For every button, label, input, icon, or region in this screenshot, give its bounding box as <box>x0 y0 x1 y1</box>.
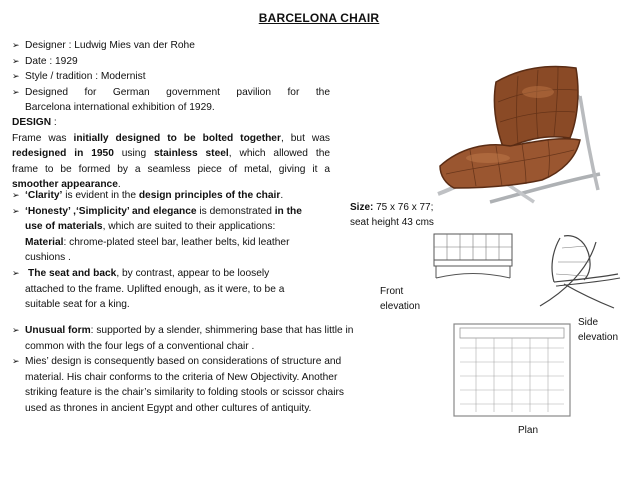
bullet-arrow-icon: ➢ <box>12 55 20 66</box>
honesty-emph: use of materials <box>25 221 103 233</box>
seat-text: suitable seat for a king. <box>25 299 130 311</box>
chair-photo <box>430 62 606 214</box>
principles-list <box>12 188 330 313</box>
clarity-text: is evident in the <box>62 190 139 201</box>
list-item <box>12 85 330 116</box>
designer-text: Designer : Ludwig Mies van der Rohe <box>25 40 195 51</box>
design-colon: : <box>51 117 57 128</box>
list-item <box>12 204 330 266</box>
unusual-text: common with the four legs of a conventional chair . <box>25 340 255 352</box>
side-elevation-caption <box>578 315 618 345</box>
seat-emph: The seat and back <box>28 267 117 279</box>
seat-text: attached to the frame. Uplifted enough, as it were, to be a <box>25 283 285 295</box>
bullet-arrow-icon: ➢ <box>12 267 20 278</box>
clarity-emph: design principles of the chair <box>138 190 281 201</box>
unusual-text: : supported by a slender, shimmering base that has little in <box>90 325 354 336</box>
date-text: Date : 1929 <box>25 55 78 67</box>
size-value: 75 x 76 x 77; <box>373 202 434 213</box>
list-item <box>12 38 330 54</box>
list-item <box>12 54 330 70</box>
designed-for-line-2: Barcelona international exhibition of 1929. <box>25 102 215 114</box>
caption-text: elevation <box>380 301 421 312</box>
bullet-arrow-icon: ➢ <box>12 190 20 200</box>
design-text: , which allowed the <box>228 148 331 160</box>
design-text: frame to be formed by a seamless piece of metal, giving it a <box>12 163 330 175</box>
size-info <box>350 200 434 230</box>
design-text: . <box>117 179 121 191</box>
list-item <box>12 354 392 416</box>
size-label: Size: <box>350 202 374 213</box>
bullet-arrow-icon: ➢ <box>12 325 20 335</box>
mies-text: Mies’ design is consequently based on considerations of structure and <box>25 356 342 368</box>
clarity-text: . <box>280 190 284 201</box>
chair-seat-cushion <box>440 139 580 188</box>
honesty-text: : chrome-plated steel bar, leather belts, kid leather <box>63 236 290 248</box>
list-item <box>12 188 330 204</box>
front-elevation-drawing <box>432 232 514 280</box>
honesty-text: , which are suited to their applications: <box>102 221 276 233</box>
bullet-arrow-icon: ➢ <box>12 356 20 367</box>
list-item <box>12 266 330 313</box>
seat-text: , by contrast, appear to be loosely <box>116 267 270 279</box>
design-text: , but was <box>280 132 330 144</box>
front-elevation-caption <box>380 284 420 314</box>
mies-text: material. His chair conforms to the criteria of New Objectivity. Another <box>25 371 338 383</box>
caption-text: Front <box>380 286 404 297</box>
honesty-emph: in the <box>274 205 302 217</box>
mies-text: used as thrones in ancient Egypt and other cultures of antiquity. <box>25 402 312 414</box>
unusual-emph: Unusual form <box>25 325 91 336</box>
intro-list <box>12 38 330 116</box>
form-list <box>12 323 392 417</box>
plan-drawing <box>452 322 572 418</box>
honesty-emph: ‘Honesty’ ,‘Simplicity’ and elegance <box>25 205 197 217</box>
mies-text: striking feature is the chair’s similarity to folding stools or scissor chairs <box>25 387 344 399</box>
list-item <box>12 69 330 85</box>
caption-text: Side <box>578 317 599 328</box>
seat-height: seat height 43 cms <box>350 217 434 228</box>
design-paragraph <box>12 115 330 193</box>
designed-for-line-1: Designed for German government pavilion for the <box>25 86 330 98</box>
design-emph: stainless steel <box>154 148 229 160</box>
list-item <box>12 323 392 354</box>
page-title: BARCELONA CHAIR <box>258 11 380 25</box>
clarity-emph: ‘Clarity’ <box>25 190 63 201</box>
honesty-text: is demonstrated <box>196 205 275 217</box>
bullet-arrow-icon: ➢ <box>12 40 20 50</box>
design-heading: DESIGN <box>12 117 52 128</box>
design-emph: redesigned in 1950 <box>12 148 114 160</box>
honesty-text: cushions . <box>25 252 71 264</box>
style-text: Style / tradition : Modernist <box>25 71 146 83</box>
side-elevation-drawing <box>534 232 624 312</box>
honesty-emph: Material <box>25 236 64 248</box>
design-text: using <box>113 148 155 160</box>
bullet-arrow-icon: ➢ <box>12 71 20 82</box>
design-emph: smoother appearance <box>12 179 118 191</box>
bullet-arrow-icon: ➢ <box>12 86 20 97</box>
design-text: Frame was <box>12 132 74 144</box>
bullet-arrow-icon: ➢ <box>12 205 20 216</box>
plan-caption: Plan <box>518 425 539 436</box>
caption-text: elevation <box>578 332 619 343</box>
design-emph: initially designed to be bolted together <box>73 132 281 144</box>
